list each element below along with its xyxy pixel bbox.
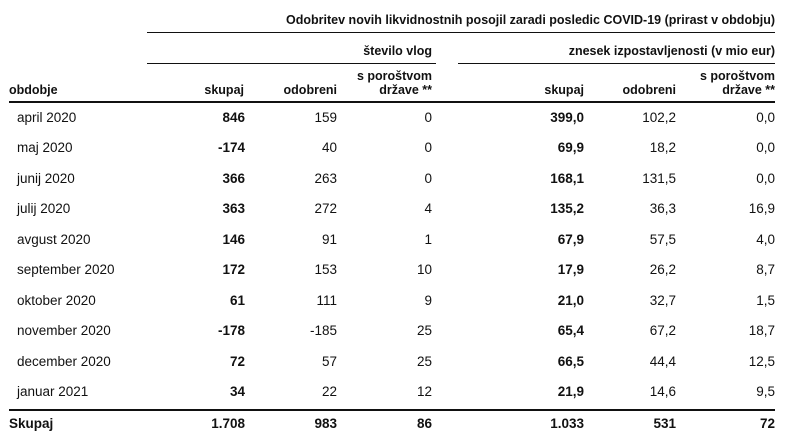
cell-count-total: 146	[222, 231, 245, 247]
cell-amount-approved: 131,5	[642, 170, 676, 186]
table-row	[9, 133, 775, 164]
cell-amount-guarantee: 1,5	[756, 292, 775, 308]
cell-period: december 2020	[17, 353, 111, 369]
cell-amount-approved: 14,6	[649, 384, 676, 400]
cell-count-total: 846	[222, 109, 245, 125]
cell-count-total: -178	[217, 323, 245, 339]
cell-amount-total: 135,2	[550, 201, 584, 217]
table-row	[9, 316, 775, 347]
col-header-amount-guarantee-line1: s poroštvom	[699, 69, 775, 83]
table-row	[9, 194, 775, 225]
cell-amount-guarantee: 0,0	[756, 109, 775, 125]
cell-period: april 2020	[17, 109, 77, 125]
cell-count-total: 72	[229, 353, 245, 369]
table-row	[9, 163, 775, 194]
cell-amount-guarantee: 8,7	[756, 262, 775, 278]
cell-count-guarantee: 25	[416, 323, 432, 339]
cell-count-total: 363	[222, 201, 245, 217]
total-row	[9, 407, 775, 439]
cell-count-total-sum: 1.708	[211, 415, 245, 431]
cell-amount-guarantee: 18,7	[748, 323, 775, 339]
cell-period: julij 2020	[17, 201, 71, 217]
col-header-count-guarantee-line2: države **	[379, 83, 432, 97]
cell-amount-guarantee: 9,5	[756, 384, 775, 400]
cell-amount-total: 66,5	[557, 353, 584, 369]
cell-count-approved: 159	[314, 109, 337, 125]
data-table	[9, 102, 775, 439]
cell-count-approved: 91	[321, 231, 337, 247]
cell-amount-guarantee: 0,0	[756, 170, 775, 186]
cell-amount-total: 168,1	[550, 170, 584, 186]
cell-count-approved: 111	[316, 292, 337, 308]
cell-period: junij 2020	[17, 170, 75, 186]
cell-amount-guarantee: 16,9	[748, 201, 775, 217]
cell-amount-approved-sum: 531	[653, 415, 676, 431]
cell-count-total: 34	[229, 384, 245, 400]
cell-amount-approved: 36,3	[649, 201, 676, 217]
cell-count-total: 61	[229, 292, 245, 308]
col-header-amount-guarantee	[700, 69, 775, 97]
cell-amount-approved: 32,7	[649, 292, 676, 308]
cell-period: oktober 2020	[17, 292, 96, 308]
table-row	[9, 102, 775, 133]
cell-count-approved: -185	[309, 323, 337, 339]
cell-count-guarantee: 12	[416, 384, 432, 400]
cell-amount-total-sum: 1.033	[550, 415, 584, 431]
col-header-period: obdobje	[9, 83, 58, 97]
cell-count-guarantee: 1	[424, 231, 432, 247]
cell-count-approved: 40	[321, 140, 337, 156]
col-header-count-total: skupaj	[204, 83, 244, 97]
group-header-amount: znesek izpostavljenosti (v mio eur)	[568, 44, 775, 58]
cell-period: januar 2021	[17, 384, 89, 400]
cell-amount-total: 67,9	[557, 231, 584, 247]
cell-count-approved: 272	[314, 201, 337, 217]
cell-count-total: 172	[222, 262, 245, 278]
cell-amount-approved: 44,4	[649, 353, 676, 369]
table-row	[9, 377, 775, 408]
group-underline-count	[147, 63, 436, 64]
cell-period: maj 2020	[17, 140, 73, 156]
cell-count-total: 366	[222, 170, 245, 186]
cell-count-guarantee-sum: 86	[416, 415, 432, 431]
cell-amount-total: 21,0	[557, 292, 584, 308]
cell-count-approved-sum: 983	[314, 415, 337, 431]
col-header-amount-guarantee-line2: države **	[722, 83, 775, 97]
group-header-count: število vlog	[363, 44, 432, 58]
cell-amount-total: 399,0	[550, 109, 584, 125]
col-header-count-approved: odobreni	[283, 83, 337, 97]
cell-count-approved: 153	[314, 262, 337, 278]
cell-amount-total: 21,9	[557, 384, 584, 400]
cell-amount-approved: 102,2	[642, 109, 676, 125]
cell-count-guarantee: 4	[424, 201, 432, 217]
title-underline	[147, 32, 775, 33]
cell-count-guarantee: 0	[424, 170, 432, 186]
group-underline-amount	[458, 63, 775, 64]
cell-count-guarantee: 9	[424, 292, 432, 308]
cell-count-total: -174	[217, 140, 245, 156]
cell-amount-guarantee: 4,0	[756, 231, 775, 247]
cell-amount-approved: 67,2	[649, 323, 676, 339]
cell-amount-total: 69,9	[557, 140, 584, 156]
table-title: Odobritev novih likvidnostnih posojil zaradi posledic COVID-19 (prirast v obdobju)	[286, 13, 775, 27]
table-row	[9, 285, 775, 316]
cell-count-approved: 22	[321, 384, 337, 400]
cell-amount-guarantee: 12,5	[748, 353, 775, 369]
cell-count-guarantee: 25	[416, 353, 432, 369]
table-row	[9, 346, 775, 377]
cell-count-guarantee: 10	[416, 262, 432, 278]
cell-amount-approved: 26,2	[649, 262, 676, 278]
cell-amount-guarantee-sum: 72	[759, 415, 775, 431]
cell-count-guarantee: 0	[424, 140, 432, 156]
cell-period: november 2020	[17, 323, 111, 339]
cell-amount-approved: 57,5	[649, 231, 676, 247]
cell-count-approved: 57	[321, 353, 337, 369]
col-header-count-guarantee	[357, 69, 432, 97]
cell-period: september 2020	[17, 262, 115, 278]
col-header-amount-total: skupaj	[544, 83, 584, 97]
table-row	[9, 224, 775, 255]
cell-amount-guarantee: 0,0	[756, 140, 775, 156]
data-table-body	[9, 102, 775, 439]
cell-count-guarantee: 0	[424, 109, 432, 125]
col-header-count-guarantee-line1: s poroštvom	[356, 69, 432, 83]
cell-amount-total: 65,4	[557, 323, 584, 339]
table-row	[9, 255, 775, 286]
col-header-amount-approved: odobreni	[622, 83, 676, 97]
cell-amount-approved: 18,2	[649, 140, 676, 156]
cell-period-total: Skupaj	[9, 415, 54, 431]
cell-amount-total: 17,9	[557, 262, 584, 278]
cell-period: avgust 2020	[17, 231, 91, 247]
cell-count-approved: 263	[314, 170, 337, 186]
